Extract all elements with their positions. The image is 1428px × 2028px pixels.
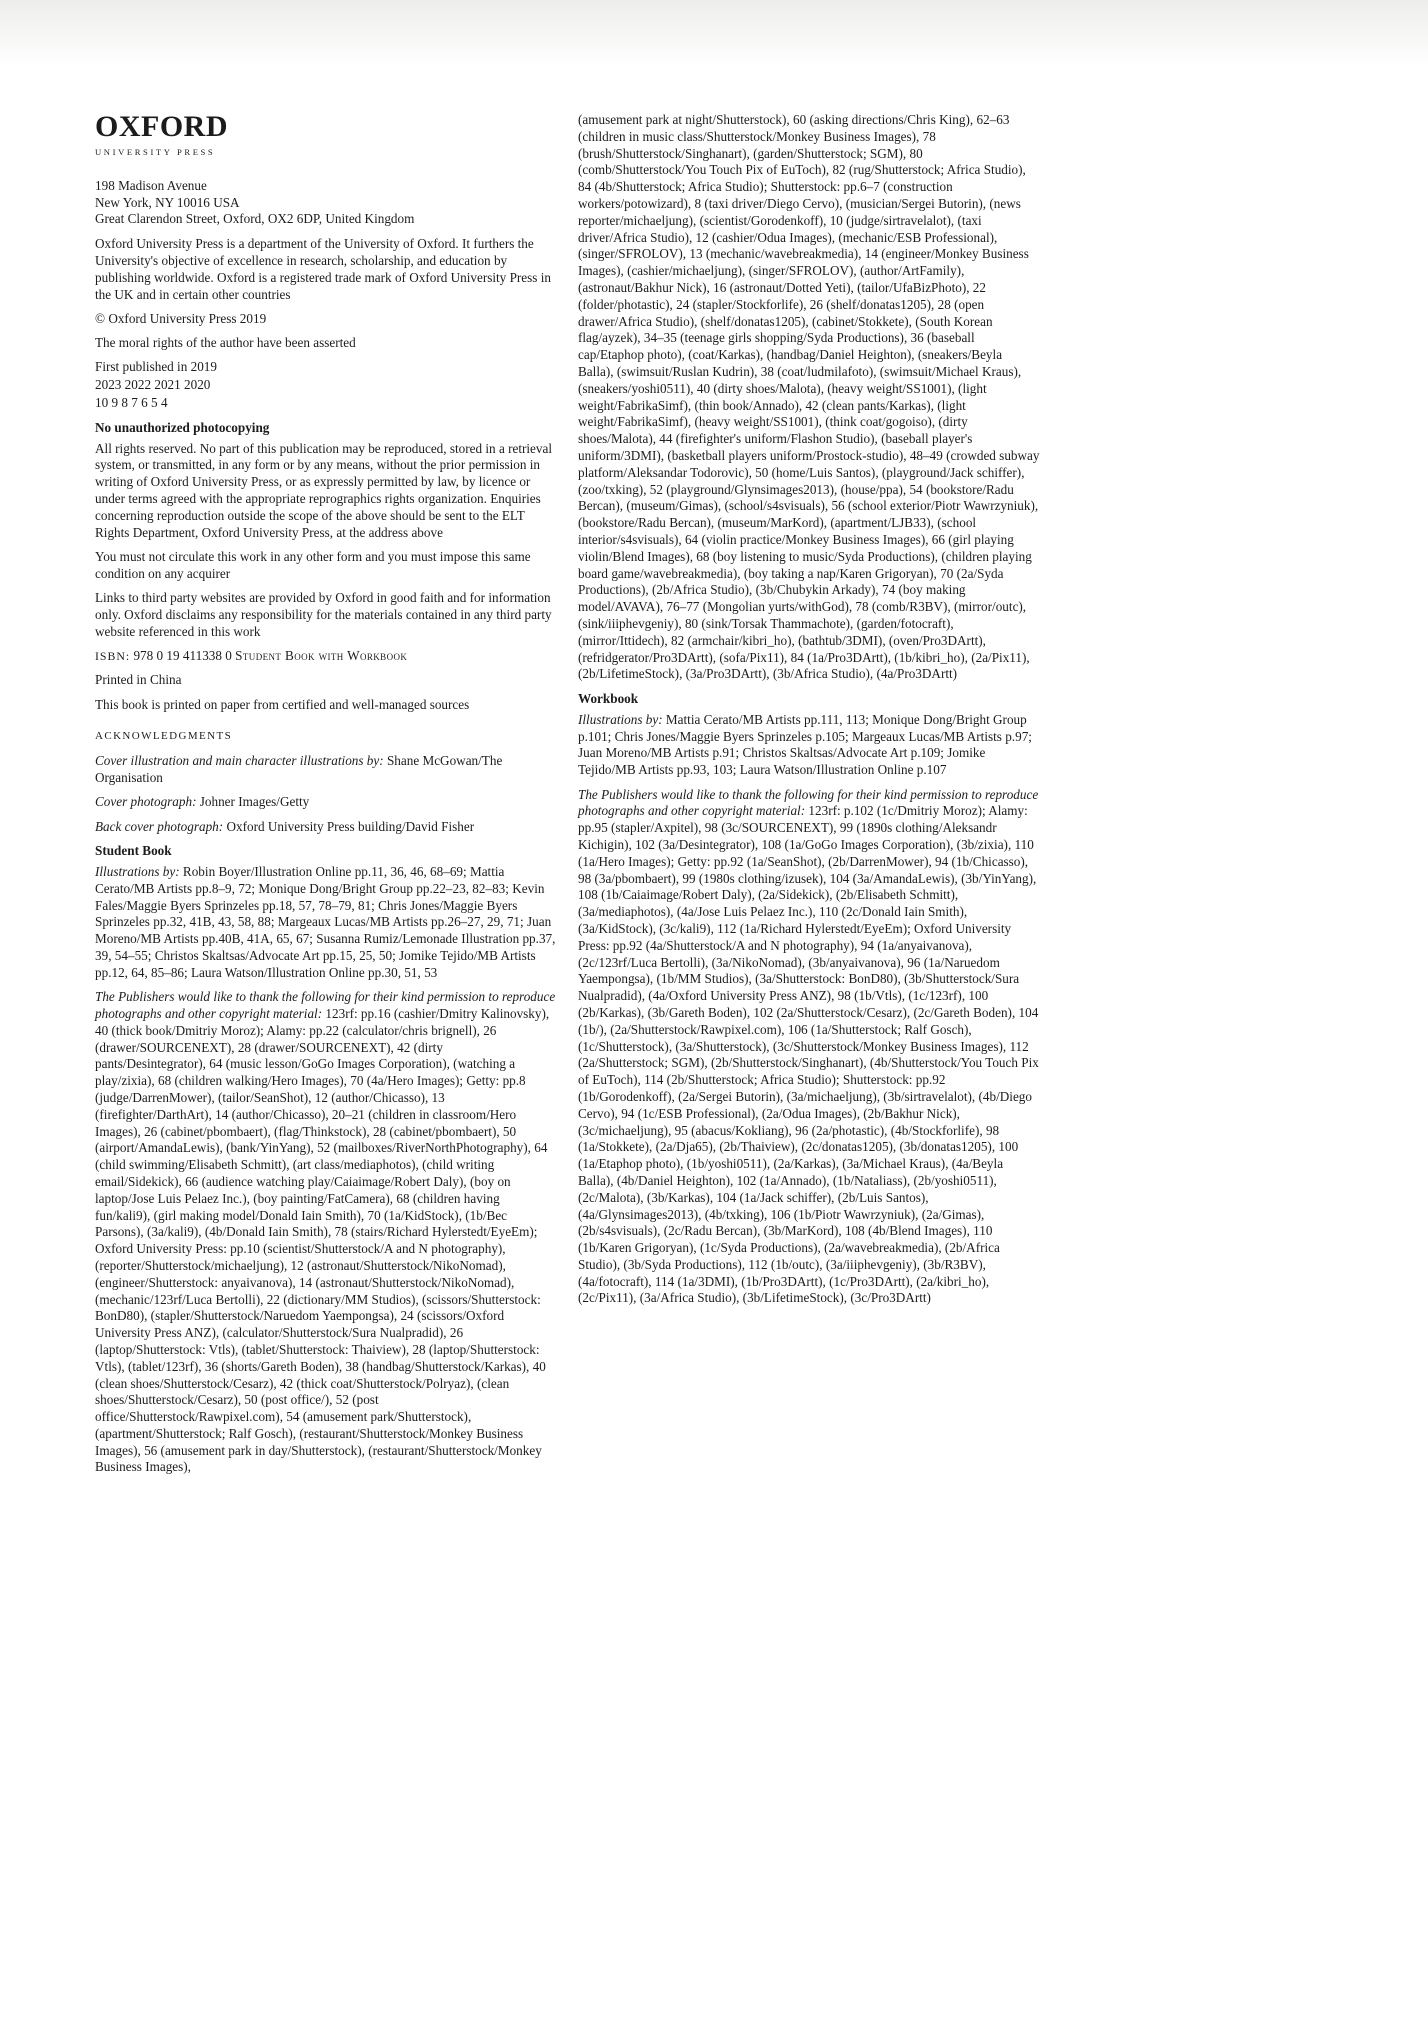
- isbn-label: ISBN:: [95, 648, 131, 663]
- left-column: [95, 112, 557, 1484]
- workbook-illustrations-label: Illustrations by:: [578, 711, 663, 727]
- workbook-heading: Workbook: [578, 691, 639, 707]
- address-line: Great Clarendon Street, Oxford, OX2 6DP, United Kingdom: [95, 211, 415, 227]
- circulation-paragraph: You must not circulate this work in any other form and you must impose this same condition on any acquirer: [95, 548, 531, 581]
- rights-reserved-paragraph: All rights reserved. No part of this publication may be reproduced, stored in a retrieval system, or transmitted, in any form or by any means, without the prior permission in writing of Oxford University Press, or as expressly permitted by law, by licence or under terms agreed with the appropriate reprographics rights organization. Enquiries concerning reproduction outside the scope of the above should be sent to the ELT Rights Department, Oxford University Press, at the address above: [95, 440, 553, 540]
- publishers-thanks-label: The Publishers would like to thank the following for their kind permission to reproduce photographs and other copyright material:: [95, 989, 556, 1021]
- isbn-edition-title: Student Book with Workbook: [235, 647, 408, 663]
- acknowledgments-heading: ACKNOWLEDGMENTS: [95, 730, 233, 743]
- about-press-paragraph: Oxford University Press is a department of the University of Oxford. It furthers the University's objective of excellence in research, scholarship, and education by publishing worldwide. Oxford is a registered trade mark of Oxford University Press in the UK and in certain other countries: [95, 236, 551, 302]
- back-cover-photograph-text: Oxford University Press building/David Fisher: [223, 818, 475, 834]
- workbook-illustrations-text: Mattia Cerato/MB Artists pp.111, 113; Monique Dong/Bright Group p.101; Chris Jones/Maggie Byers Sprinzeles p.105; Margeaux Lucas/MB Artists p.97; Juan Moreno/MB Artists p.91; Christos Skaltsas/Advocate Art p.109; Jomike Tejido/MB Artists pp.93, 103; Laura Watson/Illustration Online p.107: [578, 711, 1032, 778]
- edition-years-line: 2023 2022 2021 2020: [95, 377, 211, 393]
- no-photocopying-heading: No unauthorized photocopying: [95, 419, 270, 435]
- address-line: New York, NY 10016 USA: [95, 194, 240, 210]
- workbook-photo-credits: [578, 787, 1040, 1308]
- first-published-line: First published in 2019: [95, 359, 217, 375]
- oxford-logo-subtitle: UNIVERSITY PRESS: [95, 147, 216, 157]
- back-cover-photograph-label: Back cover photograph:: [95, 818, 224, 834]
- back-cover-photograph-credit: [95, 819, 557, 836]
- oxford-logo: OXFORD: [95, 110, 228, 143]
- third-party-links-paragraph: Links to third party websites are provided by Oxford in good faith and for information only. Oxford disclaims any responsibility for the materials contained in any third party website referenced in this work: [95, 590, 552, 639]
- cover-illustration-text: Shane McGowan/The Organisation: [95, 753, 503, 785]
- workbook-photo-credits-text: 123rf: p.102 (1c/Dmitriy Moroz); Alamy: pp.95 (stapler/Axpitel), 98 (3c/SOURCENEXT), 99 (1890s clothing/Aleksandr Kichigin), 102 (3a/Desintegrator), 108 (1a/GoGo Images Corporation), (3b/zixia), 110 (1a/Hero Images); Getty: pp.92 (1a/SeanShot), (2b/DarrenMower), 94 (1b/Chicasso), 98 (3a/pbombaert), 99 (1980s clothing/izusek), 104 (3a/AmandaLewis), (3b/YinYang), 108 (1b/Caiaimage/Robert Daly), (2a/Sidekick), (2b/Elisabeth Schmitt), (3a/mediaphotos), (4a/Jose Luis Pelaez Inc.), 110 (2c/Donald Iain Smith), (3a/KidStock), (3c/kali9), 112 (1a/Richard Hylerstedt/EyeEm); Oxford University Press: pp.92 (4a/Shutterstock/A and N photography), 94 (1a/anyaivanova), (2c/123rf/Luca Bertolli), (3a/NikoNomad), (3b/anyaivanova), 96 (1a/Naruedom Yaempongsa), (1b/MM Studios), (3a/Shutterstock: BonD80), (3b/Shutterstock/Sura Nualpradid), (4a/Oxford University Press ANZ), 98 (1b/Vtls), (1c/123rf), 100 (2b/Karkas), (3b/Gareth Boden), 102 (2a/Shutterstock/Cesarz), (2c/Gareth Boden), 104 (1b/), (2a/Shutterstock/Rawpixel.com), 106 (1a/Shutterstock; Ralf Gosch), (1c/Shutterstock), (3a/Shutterstock), (3c/Shutterstock/Monkey Business Images), 112 (2a/Shutterstock; SGM), (2b/Shutterstock/Singhanart), (4b/Shutterstock/You Touch Pix of EuToch), 114 (2b/Shutterstock; Africa Studio); Shutterstock: pp.92 (1b/Gorodenkoff), (2a/Sergei Butorin), (3a/michaeljung), (3b/sirtravelalot), (4b/Diego Cervo), 94 (1c/ESB Professional), (2a/Odua Images), (2b/Bakhur Nick), (3c/michaeljung), 95 (abacus/Kokliang), 96 (2a/photastic), (4b/Stockforlife), 98 (1a/Stokkete), (2a/Dja65), (2b/Thaiview), (2c/donatas1205), (3b/donatas1205), 100 (1a/Etaphop photo), (1b/yoshi0511), (2a/Karkas), (3a/Michael Kraus), (4a/Beyla Balla), (4b/Daniel Heighton), 102 (1a/Annado), (1b/Nataliass), (2b/yoshi0511), (2c/Malota), (3b/Karkas), 104 (1a/Jack schiffer), (2b/Luis Santos), (4a/Glynsimages2013), (4b/txking), 106 (1b/Piotr Wawrzyniuk), (2a/Gimas), (2b/s4svisuals), (2c/Radu Bercan), (3b/MarKord), 108 (4b/Blend Images), 110 (1b/Karen Grigoryan), (1c/Syda Productions), (2a/wavebreakmedia), (2b/Africa Studio), (3b/Syda Productions), 112 (1b/outc), (3a/iiiphevgeniy), (3b/R3BV), (4a/fotocraft), 114 (1a/3DMI), (1b/Pro3DArtt), (1c/Pro3DArtt), (2a/kibri_ho), (2c/Pix11), (3a/Africa Studio), (3b/LifetimeStock), (3c/Pro3DArtt): [578, 803, 1039, 1306]
- address-line: 198 Madison Avenue: [95, 177, 207, 193]
- publisher-logo-block: [95, 112, 557, 161]
- isbn-number: 978 0 19 411338 0: [130, 647, 236, 663]
- student-book-illustrations: [95, 864, 557, 982]
- photo-credits-continued: (amusement park at night/Shutterstock), 60 (asking directions/Chris King), 62–63 (children in music class/Shutterstock/Monkey Business Images), 78 (brush/Shutterstock/Singhanart), (garden/Shutterstock; SGM), 80 (comb/Shutterstock/You Touch Pix of EuToch), 82 (rug/Shutterstock; Africa Studio), 84 (4b/Shutterstock; Africa Studio); Shutterstock: pp.6–7 (construction workers/potowizard), 8 (taxi driver/Diego Cervo), (musician/Sergei Butorin), (news reporter/michaeljung), (scientist/Gorodenkoff), 10 (judge/sirtravelalot), (taxi driver/Africa Studio), 12 (cashier/Odua Images), (mechanic/ESB Professional), (singer/SFROLOV), 13 (mechanic/wavebreakmedia), 14 (engineer/Monkey Business Images), (cashier/michaeljung), (singer/SFROLOV), (author/ArtFamily), (astronaut/Bakhur Nick), 16 (astronaut/Dotted Yeti), (tailor/UfaBizPhoto), 22 (folder/photastic), 24 (stapler/Stockforlife), 26 (shelf/donatas1205), 28 (open drawer/Africa Studio), (shelf/donatas1205), (cabinet/Stokkete), (South Korean flag/ayzek), 34–35 (teenage girls shopping/Syda Productions), 36 (baseball cap/Etaphop photo), (coat/Karkas), (handbag/Daniel Heighton), (sneakers/Beyla Balla), (swimsuit/Ruslan Kudrin), 38 (coat/ludmilafoto), (swimsuit/Michael Kraus), (sneakers/yoshi0511), 40 (dirty shoes/Malota), (heavy weight/SS1001), (light weight/FabrikaSimf), (thin book/Annado), 42 (clean pants/Karkas), (light weight/FabrikaSimf), (heavy weight/SS1001), (think coat/gogoiso), (dirty shoes/Malota), 44 (firefighter's uniform/Flashon Studio), (baseball player's uniform/3DMI), (basketball players uniform/Prostock-studio), 48–49 (crowded subway platform/Aleksandar Todorovic), 50 (home/Luis Santos), (playground/Jack schiffer), (zoo/txking), 52 (playground/Glynsimages2013), (house/ppa), 54 (bookstore/Radu Bercan), (museum/Gimas), (school/s4svisuals), 56 (school exterior/Piotr Wawrzyniuk), (bookstore/Radu Bercan), (museum/MarKord), (apartment/LJB33), (school interior/s4svisuals), 64 (violin practice/Monkey Business Images), 66 (girl playing violin/Blend Images), 68 (boy listening to music/Syda Productions), (children playing board game/wavebreakmedia), (boy taking a nap/Karen Grigoryan), 70 (2a/Syda Productions), (2b/Africa Studio), (3b/Chubykin Arkady), 74 (boy making model/AVAVA), 76–77 (Mongolian yurts/withGod), 78 (comb/R3BV), (mirror/outc), (sink/iiiphevgeniy), 80 (sink/Torsak Thammachote), (garden/fotocraft), (mirror/Ittidech), 82 (armchair/kibri_ho), (bathtub/3DMI), (oven/Pro3DArtt), (refridgerator/Pro3DArtt), (sofa/Pix11), 84 (1a/Pro3DArtt), (1b/kibri_ho), (2a/Pix11), (2b/LifetimeStock), (3a/Pro3DArtt), (3b/Africa Studio), (4a/Pro3DArtt): [578, 112, 1040, 682]
- printed-in-line: Printed in China: [95, 672, 182, 688]
- student-book-heading: Student Book: [95, 843, 172, 859]
- paper-source-line: This book is printed on paper from certified and well-managed sources: [95, 696, 470, 712]
- impression-numbers-line: 10 9 8 7 6 5 4: [95, 395, 168, 411]
- illustrations-by-text: Robin Boyer/Illustration Online pp.11, 36, 46, 68–69; Mattia Cerato/MB Artists pp.8–9, 72; Monique Dong/Bright Group pp.22–23, 82–83; Kevin Fales/Maggie Byers Sprinzeles pp.18, 57, 78–79, 81; Chris Jones/Maggie Byers Sprinzeles pp.32, 41B, 43, 58, 88; Margeaux Lucas/MB Artists pp.26–27, 29, 71; Juan Moreno/MB Artists pp.40B, 41A, 65, 67; Susanna Rumiz/Lemonade Illustration pp.37, 39, 54–55; Christos Skaltsas/Advocate Art pp.15, 25, 50; Jomike Tejido/MB Artists pp.12, 64, 85–86; Laura Watson/Illustration Online pp.30, 51, 53: [95, 864, 556, 980]
- publisher-address: [95, 178, 557, 228]
- illustrations-by-label: Illustrations by:: [95, 864, 180, 880]
- cover-photograph-label: Cover photograph:: [95, 794, 197, 810]
- cover-illustration-label: Cover illustration and main character illustrations by:: [95, 753, 384, 769]
- moral-rights-line: The moral rights of the author have been asserted: [95, 335, 356, 351]
- cover-photograph-text: Johner Images/Getty: [196, 794, 310, 810]
- cover-photograph-credit: [95, 794, 557, 811]
- isbn-line: [95, 648, 557, 665]
- cover-illustration-credit: [95, 753, 557, 787]
- copyright-line: © Oxford University Press 2019: [95, 310, 267, 326]
- photo-credits-text: 123rf: pp.16 (cashier/Dmitry Kalinovsky), 40 (thick book/Dmitriy Moroz); Alamy: pp.22 (calculator/chris brignell), 26 (drawer/SOURCENEXT), 28 (drawer/SOURCENEXT), 42 (dirty pants/Desintegrator), 64 (music lesson/GoGo Images Corporation), (watching a play/zixia), 68 (children walking/Hero Images), 70 (4a/Hero Images); Getty: pp.8 (judge/DarrenMower), (tailor/SeanShot), 12 (author/Chicasso), 13 (firefighter/DarthArt), 14 (author/Chicasso), 20–21 (children in classroom/Hero Images), 26 (cabinet/pbombaert), (flag/Thinkstock), 28 (cabinet/pbombaert), 50 (airport/AmandaLewis), (bank/YinYang), 52 (mailboxes/RiverNorthPhotography), 64 (child swimming/Elisabeth Schmitt), (art class/mediaphotos), (child writing email/Sidekick), 66 (audience watching play/Caiaimage/Robert Daly), (boy on laptop/Jose Luis Pelaez Inc.), (boy painting/FatCamera), 68 (children having fun/kali9), (girl making model/Donald Iain Smith), 70 (1a/KidStock), (1b/Bec Parsons), (3a/kali9), (4b/Donald Iain Smith), 78 (stairs/Richard Hylerstedt/EyeEm); Oxford University Press: pp.10 (scientist/Shutterstock/A and N photography), (reporter/Shutterstock/michaeljung), 12 (astronaut/Shutterstock/NikoNomad), (engineer/Shutterstock: anyaivanova), 14 (astronaut/Shutterstock/NikoNomad), (mechanic/123rf/Luca Bertolli), 22 (dictionary/MM Studios), (scissors/Shutterstock: BonD80), (stapler/Shutterstock/Naruedom Yaempongsa), 24 (scissors/Oxford University Press ANZ), (calculator/Shutterstock/Sura Nualpradid), 26 (laptop/Shutterstock: Vtls), (tablet/Shutterstock: Thaiview), 28 (laptop/Shutterstock: Vtls), (tablet/123rf), 36 (shorts/Gareth Boden), 38 (handbag/Shutterstock/Karkas), 40 (clean shoes/Shutterstock/Cesarz), 42 (thick coat/Shutterstock/Polryaz), (clean shoes/Shutterstock/Cesarz), 50 (post office/), 52 (post office/Shutterstock/Rawpixel.com), 54 (amusement park/Shutterstock), (apartment/Shutterstock; Ralf Gosch), (restaurant/Shutterstock/Monkey Business Images), 56 (amusement park in day/Shutterstock), (restaurant/Shutterstock/Monkey Business Images),: [95, 1005, 550, 1475]
- student-book-photo-credits: [95, 989, 557, 1476]
- workbook-illustrations: [578, 712, 1040, 779]
- right-column: [578, 112, 1040, 1484]
- workbook-publishers-thanks-label: The Publishers would like to thank the following for their kind permission to reproduce photographs and other copyright material:: [578, 786, 1039, 819]
